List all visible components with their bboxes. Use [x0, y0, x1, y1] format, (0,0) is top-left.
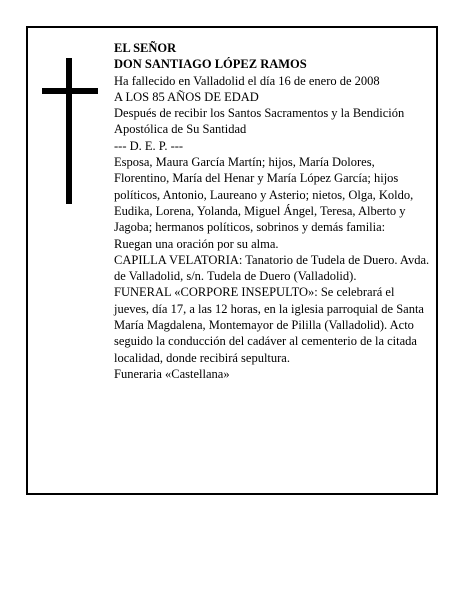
cross-vertical-bar — [66, 58, 72, 204]
death-statement: Ha fallecido en Valladolid el día 16 de enero de 2008 — [114, 73, 380, 88]
sacraments-statement: Después de recibir los Santos Sacramentos y la Bendición Apostólica de Su Santidad — [114, 106, 405, 137]
age-statement: A LOS 85 AÑOS DE EDAD — [114, 89, 259, 104]
chapel-info: CAPILLA VELATORIA: Tanatorio de Tudela de Duero. Avda. de Valladolid, s/n. Tudela de Duero (Valladolid). — [114, 252, 430, 284]
cross-horizontal-bar — [42, 88, 98, 94]
notice-title: EL SEÑOR — [114, 41, 177, 55]
notice-text — [114, 40, 432, 382]
family-list: Esposa, Maura García Martín; hijos, María Dolores, Florentino, María del Henar y María López García; hijos políticos, Antonio, Laureano y Asterio; nietos, Olga, Koldo, Eudika, Lorena, Yolanda, Miguel Ángel, Teresa, Alberto y Jagoba; hermanos políticos, sobrinos y demás familia: — [114, 155, 414, 235]
funeral-info: FUNERAL «CORPORE INSEPULTO»: Se celebrará el jueves, día 17, a las 12 horas, en la iglesia parroquial de Santa María Magdalena, Montemayor de Pililla (Valladolid). Acto seguido la conducción del cadáver al cementerio de la citada localidad, donde recibirá sepultura. — [114, 285, 424, 365]
funeral-home: Funeraria «Castellana» — [114, 366, 230, 381]
cross-icon — [42, 58, 98, 204]
prayer-request: Ruegan una oración por su alma. — [114, 236, 279, 251]
deceased-name: DON SANTIAGO LÓPEZ RAMOS — [114, 57, 307, 72]
rip-line: --- D. E. P. --- — [114, 138, 184, 153]
obituary-notice — [26, 26, 438, 495]
